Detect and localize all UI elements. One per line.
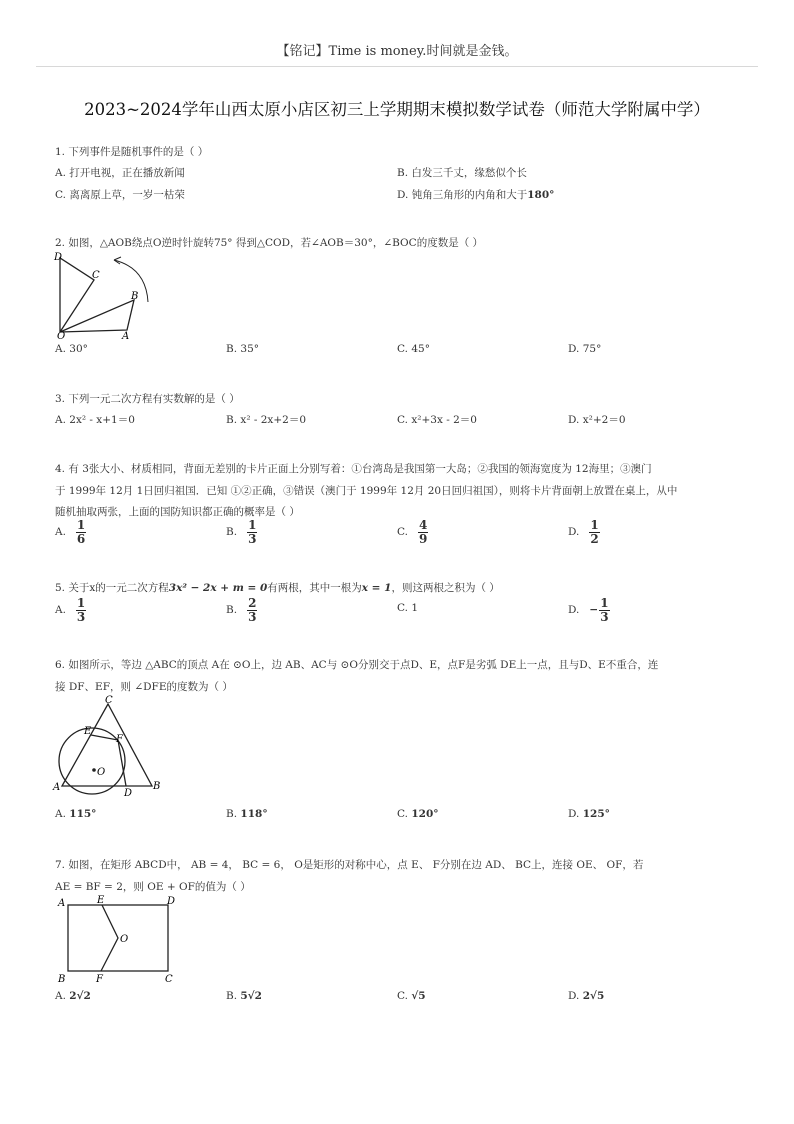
q5-option-d-value	[589, 597, 609, 623]
q1-stem: 1. 下列事件是随机事件的是（ ）	[55, 146, 209, 158]
q4-option-c[interactable]	[397, 519, 428, 545]
q5-option-b-label: B.	[226, 604, 238, 617]
q6-option-d[interactable]	[568, 808, 610, 820]
q6-option-a-value: 115°	[69, 808, 97, 820]
q7-stem-line1: 7. 如图，在矩形 ABCD中， AB = 4， BC = 6， O是矩形的对称中心，点 E、 F分别在边 AD、 BC上，连接 OE、 OF，若	[55, 859, 644, 871]
q3-option-c[interactable]: C. x²+3x - 2＝0	[397, 414, 477, 426]
q5-stem-suffix: ，则这两根之积为（ ）	[391, 582, 500, 594]
q4-option-c-fraction	[418, 519, 428, 545]
q2-label-o: O	[57, 331, 66, 340]
q7-option-c[interactable]	[397, 990, 426, 1002]
q4-option-a[interactable]	[55, 519, 86, 545]
q4-option-c-label: C.	[397, 526, 408, 539]
q7-option-c-value: √5	[411, 990, 426, 1002]
q6-option-d-value: 125°	[582, 808, 610, 820]
q7-label-f: F	[96, 974, 103, 985]
q2-option-c[interactable]: C. 45°	[397, 343, 430, 355]
q2-stem: 2. 如图，△AOB绕点O逆时针旋转75° 得到△COD，若∠AOB＝30°，∠BOC的度数是（ ）	[55, 237, 484, 249]
q6-label-a: A	[53, 782, 61, 793]
q6-center-point	[92, 768, 96, 772]
q4-option-a-label: A.	[55, 526, 66, 539]
q5-option-a-denominator: 3	[76, 609, 86, 624]
q2-triangle-cod	[60, 258, 94, 332]
q5-option-d-fraction	[599, 597, 609, 623]
q2-label-d: D	[54, 252, 63, 263]
q6-label-f: F	[116, 734, 123, 745]
q5-option-a[interactable]	[55, 597, 86, 623]
q7-option-d-value: 2√5	[582, 990, 605, 1002]
q4-option-b-fraction	[247, 519, 257, 545]
q4-stem-line1: 4. 有 3张大小、材质相同，背面无差别的卡片正面上分别写着：①台湾岛是我国第一大岛；②我国的领海宽度为 12海里；③澳门	[55, 463, 652, 475]
q2-option-d[interactable]: D. 75°	[568, 343, 602, 355]
q7-option-a[interactable]	[55, 990, 91, 1002]
q2-rotation-figure	[50, 250, 160, 340]
q7-option-d-label: D.	[568, 990, 580, 1002]
q6-option-a[interactable]	[55, 808, 96, 820]
q4-option-b[interactable]	[226, 519, 257, 545]
q6-stem-line1: 6. 如图所示，等边 △ABC的顶点 A在 ⊙O上，边 AB、AC与 ⊙O分别交于点D、E，点F是劣弧 DE上一点，且与D、E不重合，连	[55, 659, 659, 671]
q6-option-d-label: D.	[568, 808, 580, 820]
q5-option-a-numerator: 1	[76, 596, 86, 610]
q3-option-d[interactable]: D. x²+2＝0	[568, 414, 626, 426]
q5-option-b-fraction	[247, 597, 257, 623]
q3-stem: 3. 下列一元二次方程有实数解的是（ ）	[55, 393, 240, 405]
q4-stem-line3: 随机抽取两张，上面的国防知识都正确的概率是（ ）	[55, 506, 300, 518]
q7-option-b-value: 5√2	[240, 990, 262, 1002]
q6-option-b[interactable]	[226, 808, 268, 820]
q7-option-a-value: 2√2	[69, 990, 91, 1002]
q6-option-c-label: C.	[397, 808, 408, 820]
q5-stem-prefix: 5. 关于x的一元二次方程	[55, 582, 169, 594]
q2-label-c: C	[92, 270, 100, 281]
q5-stem	[55, 580, 500, 595]
q6-circle-triangle-figure	[48, 693, 168, 799]
q5-option-d[interactable]	[568, 597, 610, 623]
q7-segments-oe-of	[101, 905, 118, 971]
q4-option-c-numerator: 4	[419, 518, 428, 532]
q5-option-d-sign: −	[589, 604, 599, 617]
q5-option-d-denominator: 3	[600, 609, 609, 624]
q7-option-d[interactable]	[568, 990, 604, 1002]
q2-label-a: A	[122, 331, 130, 340]
q4-option-a-numerator: 1	[76, 518, 86, 532]
q4-option-a-fraction	[76, 519, 86, 545]
motto-header: 【铭记】Time is money.时间就是金钱。	[276, 44, 518, 59]
q7-option-b[interactable]	[226, 990, 262, 1002]
q4-option-d-fraction	[589, 519, 599, 545]
q7-option-b-label: B.	[226, 990, 238, 1002]
q7-label-c: C	[165, 974, 173, 985]
q2-option-a[interactable]: A. 30°	[55, 343, 88, 355]
q7-label-d: D	[167, 896, 176, 907]
q5-equation: 3x² − 2x + m = 0	[168, 582, 268, 594]
q2-option-b[interactable]: B. 35°	[226, 343, 260, 355]
q3-option-b[interactable]: B. x² - 2x+2＝0	[226, 414, 307, 426]
q6-label-c: C	[105, 695, 113, 706]
q6-option-a-label: A.	[55, 808, 66, 820]
q7-label-b: B	[58, 974, 66, 985]
q7-stem-line2: AE = BF = 2，则 OE + OF的值为（ ）	[55, 881, 251, 893]
q5-option-a-fraction	[76, 597, 86, 623]
q5-root: x = 1	[361, 582, 392, 594]
q4-option-d-numerator: 1	[590, 518, 599, 532]
q6-option-c-value: 120°	[411, 808, 439, 820]
q5-stem-middle: 有两根，其中一根为	[267, 582, 362, 594]
q5-option-b-denominator: 3	[248, 609, 257, 624]
q4-option-b-denominator: 3	[248, 531, 257, 546]
q5-option-d-label: D.	[568, 604, 580, 617]
q6-label-e: E	[84, 726, 92, 737]
q6-label-d: D	[124, 788, 133, 799]
q3-option-a[interactable]: A. 2x² - x+1＝0	[55, 414, 135, 426]
q5-option-c[interactable]: C. 1	[397, 602, 419, 614]
q1-option-a[interactable]: A. 打开电视，正在播放新闻	[55, 167, 185, 179]
q6-triangle-abc	[62, 704, 152, 786]
q7-label-e: E	[97, 895, 105, 906]
q1-option-c[interactable]: C. 离离原上草，一岁一枯荣	[55, 189, 185, 201]
q6-stem-line2: 接 DF、EF，则 ∠DFE的度数为（ ）	[55, 681, 233, 693]
q7-option-a-label: A.	[55, 990, 66, 1002]
q1-option-d-value: 180°	[527, 189, 555, 201]
q4-option-b-numerator: 1	[248, 518, 257, 532]
q7-rectangle-figure	[55, 893, 185, 985]
header-divider	[36, 66, 758, 67]
q4-option-c-denominator: 9	[419, 531, 428, 546]
q4-option-d-denominator: 2	[590, 531, 599, 546]
q4-option-a-denominator: 6	[76, 531, 86, 546]
q5-option-a-label: A.	[55, 604, 66, 617]
q7-label-a: A	[58, 898, 66, 909]
q4-option-d[interactable]	[568, 519, 600, 545]
q4-option-d-label: D.	[568, 526, 580, 539]
q7-label-o: O	[120, 934, 129, 945]
q4-option-b-label: B.	[226, 526, 238, 539]
q7-option-c-label: C.	[397, 990, 408, 1002]
q5-option-b[interactable]	[226, 597, 257, 623]
q5-option-d-numerator: 1	[600, 596, 609, 610]
exam-title: 2023~2024学年山西太原小店区初三上学期期末模拟数学试卷（师范大学附属中学）	[84, 100, 710, 119]
q5-option-b-numerator: 2	[248, 596, 257, 610]
q1-option-b[interactable]: B. 白发三千丈，缘愁似个长	[397, 167, 527, 179]
q6-option-c[interactable]	[397, 808, 439, 820]
q1-option-d[interactable]	[397, 187, 554, 202]
q2-label-b: B	[131, 291, 139, 302]
q6-option-b-label: B.	[226, 808, 238, 820]
q6-label-b: B	[153, 781, 161, 792]
q6-label-o: O	[97, 767, 106, 778]
q6-option-b-value: 118°	[240, 808, 268, 820]
q4-stem-line2: 于 1999年 12月 1日回归祖国．已知 ①②正确，③错误（澳门于 1999年 12月 20日回归祖国），则将卡片背面朝上放置在桌上，从中	[55, 485, 678, 497]
q1-option-d-text: D. 钝角三角形的内角和大于	[397, 189, 528, 201]
